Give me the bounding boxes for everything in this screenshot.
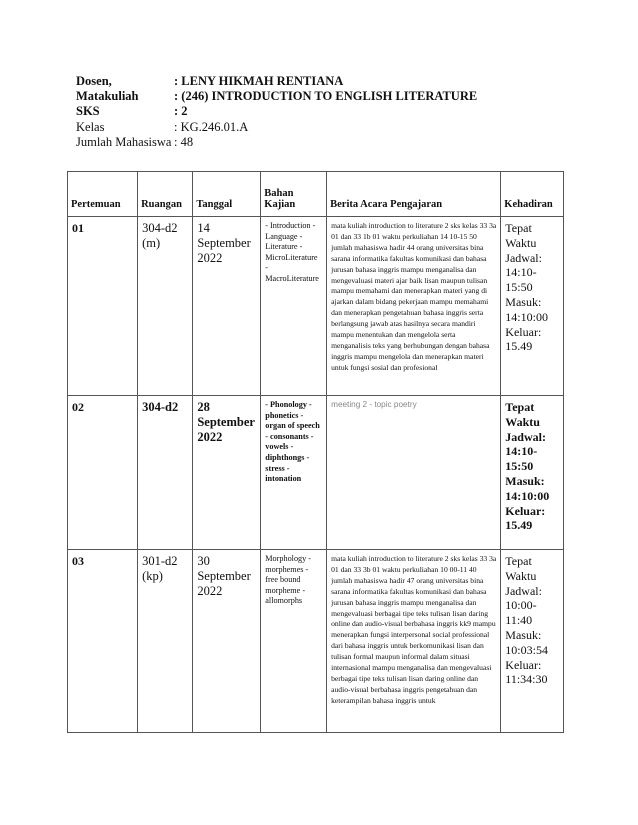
cell-ruangan: 304-d2 (m)	[138, 217, 193, 396]
cell-bahan-kajian: - Introduction - Language - Literature - MicroLiterature - MacroLiterature	[261, 217, 327, 396]
info-row-kelas	[76, 120, 477, 135]
info-value: : 2	[174, 104, 188, 119]
attendance-line: Keluar:	[505, 657, 542, 672]
teaching-journal-table	[67, 171, 564, 733]
table-row	[68, 396, 564, 550]
attendance-line: Tepat	[505, 221, 532, 235]
cell-kehadiran	[501, 550, 564, 733]
info-value: : LENY HIKMAH RENTIANA	[174, 74, 344, 88]
attendance-line: Masuk:	[505, 294, 542, 309]
attendance-line: 10:03:54	[505, 642, 548, 657]
attendance-line: 15:50	[505, 459, 534, 474]
info-value: : KG.246.01.A	[174, 119, 249, 134]
info-row-sks	[76, 104, 477, 119]
attendance-line: 11:40	[505, 613, 533, 628]
attendance-line: 10:00-	[505, 598, 537, 613]
info-value: : (246) INTRODUCTION TO ENGLISH LITERATURE	[174, 89, 478, 104]
cell-tanggal: 28 September 2022	[193, 396, 261, 550]
cell-pertemuan: 03	[68, 550, 138, 733]
attendance-line: 15.49	[505, 339, 533, 354]
cell-bahan-kajian: Morphology - morphemes - free bound morpheme - allomorphs	[261, 550, 327, 733]
attendance-line: 14:10-	[505, 265, 537, 280]
attendance-line: Tepat	[505, 400, 535, 414]
cell-ruangan: 301-d2 (kp)	[138, 550, 193, 733]
attendance-line: Masuk:	[505, 627, 542, 642]
header-bahan-kajian: Bahan Kajian	[261, 172, 327, 217]
attendance-line: Tepat	[505, 554, 532, 568]
info-label: Dosen,	[76, 74, 112, 88]
cell-bahan-kajian: - Phonology - phonetics - organ of speech - consonants - vowels - diphthongs - stress - intonation	[261, 396, 327, 550]
header-kehadiran: Kehadiran	[501, 172, 564, 217]
info-label: Kelas	[76, 119, 105, 134]
info-row-matakuliah	[76, 89, 477, 104]
table-row	[68, 550, 564, 733]
attendance-line: Waktu	[505, 235, 537, 250]
attendance-line: Jadwal:	[505, 429, 546, 444]
attendance-line: 11:34:30	[505, 672, 548, 687]
info-label: Jumlah Mahasiswa	[76, 134, 172, 149]
cell-pertemuan: 02	[68, 396, 138, 550]
cell-tanggal: 30 September 2022	[193, 550, 261, 733]
attendance-line: Jadwal:	[505, 250, 542, 265]
attendance-line: 14:10:00	[505, 488, 550, 503]
cell-berita-acara: mata kuliah introduction to literature 2 sks kelas 33 3a 01 dan 33 3b 01 waktu perkuliahan 10 00-11 40 jumlah mahasiswa hadir 47 orang universitas bina sarana informatika fakultas komunikasi dan bahasa jurusan bahasa inggris mampu menganalisa dan mengevaluasi berbagai tipe teks tulisan lisan daring online dan audio-visual berbahasa inggris kk9 mampu menerapkan fungsi interpersonal social professional dari bahasa inggris untuk berkomunikasi lisan dan tulisan formal maupun informal dalam situasi internasional mampu menganalisa dan mengevaluasi berbagai tipe teks tulisan lisan daring online dan audio-visual berbahasa inggris pengetahuan dan keterampilan bahasa inggris untuk	[327, 550, 501, 733]
attendance-line: Waktu	[505, 414, 540, 429]
cell-tanggal: 14 September 2022	[193, 217, 261, 396]
info-row-jumlah-mahasiswa	[76, 135, 477, 150]
attendance-line: 15.49	[505, 518, 533, 533]
cell-pertemuan: 01	[68, 217, 138, 396]
info-label: Matakuliah	[76, 89, 139, 104]
header-ruangan: Ruangan	[138, 172, 193, 217]
attendance-line: Waktu	[505, 568, 537, 583]
cell-ruangan: 304-d2	[138, 396, 193, 550]
cell-kehadiran	[501, 396, 564, 550]
info-row-dosen	[76, 74, 477, 89]
info-label: SKS	[76, 104, 100, 119]
attendance-line: Keluar:	[505, 324, 542, 339]
attendance-line: Keluar:	[505, 503, 546, 518]
cell-kehadiran	[501, 217, 564, 396]
cell-berita-acara: mata kuliah introduction to literature 2 sks kelas 33 3a 01 dan 33 1b 01 waktu perkuliahan 14 10-15 50 jumlah mahasiswa hadir 44 orang universitas bina sarana informatika fakultas komunikasi dan bahasa jurusan bahasa inggris mampu menganalisa dan mengevaluasi materi ajar baik lisan maupun tulisan mampu memahami dan menerapkan materi yang di ajarkan dalam bidang pekerjaan mampu memahami dan menerapkan pengetahuan bahasa inggris serta berlangsung jawab atas hasilnya secara mandiri mampu menentukan dan mengelola serta menganalisis teks yang berhubungan dengan bahasa inggris mampu mengelola dan menerapkan materi untuk fungsi sosial dan profesional	[327, 217, 501, 396]
header-tanggal: Tanggal	[193, 172, 261, 217]
header-pertemuan: Pertemuan	[68, 172, 138, 217]
info-value: : 48	[174, 134, 194, 149]
attendance-line: Jadwal:	[505, 583, 542, 598]
course-info	[76, 74, 477, 150]
cell-berita-acara: meeting 2 - topic poetry	[327, 396, 501, 550]
attendance-line: Masuk:	[505, 473, 545, 488]
attendance-line: 14:10-	[505, 444, 538, 459]
attendance-line: 14:10:00	[505, 309, 548, 324]
attendance-line: 15:50	[505, 280, 533, 295]
table-row	[68, 217, 564, 396]
table-header-row	[68, 172, 564, 217]
header-berita-acara: Berita Acara Pengajaran	[327, 172, 501, 217]
